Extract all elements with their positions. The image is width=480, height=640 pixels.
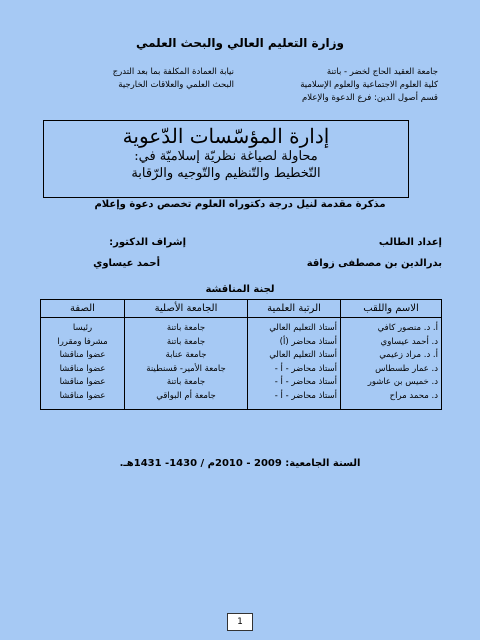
member-role: عضوا مناقشا [59, 377, 106, 387]
member-university: جامعة عنابة [165, 350, 207, 360]
member-name: د. عمار طسطاس [375, 363, 438, 374]
deanery-line-2: البحث العلمي والعلاقات الخارجية [118, 80, 234, 90]
member-name: أ. د. منصور كافي [377, 323, 438, 333]
member-role: مشرفا ومقررا [57, 336, 108, 347]
universities-column [125, 318, 248, 410]
ranks-column [248, 318, 341, 410]
header-name: الاسم واللقب [341, 300, 442, 318]
member-role: عضوا مناقشا [59, 350, 106, 360]
supervisor-name: أحمد عيساوي [93, 258, 160, 269]
header-rank: الرتبة العلمية [248, 300, 341, 318]
committee-header-row [41, 300, 442, 318]
member-name: أ. د. مراد زعيمي [379, 350, 438, 360]
university-header [228, 66, 438, 105]
member-role: عضوا مناقشا [59, 390, 106, 401]
member-name: د. أحمد عيساوي [380, 336, 438, 347]
academic-year: السنة الجامعية: 2009 - 2010م / 1430- 1431هـ. [119, 458, 361, 469]
member-rank: أستاذ التعليم العالي [269, 323, 337, 333]
university-name: جامعة العقيد الحاج لخضر - باتنة [326, 67, 438, 77]
page-number: 1 [227, 613, 253, 631]
thesis-title: إدارة المؤسّسات الدّعوية [122, 124, 330, 148]
member-university: جامعة باتنة [166, 377, 206, 387]
roles-column [41, 318, 125, 410]
member-university: جامعة باتنة [166, 336, 206, 347]
member-rank: أستاذ التعليم العالي [269, 350, 337, 360]
thesis-subtitle-2: التّخطيط والتّنظيم والتّوجيه والرّقابة [131, 166, 321, 181]
member-name: د. محمد مراح [389, 390, 438, 401]
member-university: جامعة الأمير- قسنطينة [146, 363, 226, 374]
names-column [341, 318, 442, 410]
department-name: قسم أصول الدين: فرع الدعوة والإعلام [302, 93, 438, 103]
committee-table [40, 299, 442, 410]
thesis-title-box [43, 120, 409, 198]
committee-title: لجنة المناقشة [205, 284, 275, 295]
thesis-statement: مذكرة مقدمة لنيل درجة دكتوراه العلوم تخصص دعوة وإعلام [94, 199, 386, 210]
member-role: رئيسا [72, 323, 93, 333]
member-rank: أستاذ محاضر (أ) [279, 336, 337, 347]
prepared-by-label: إعداد الطالب [378, 237, 442, 248]
deanery-header [44, 66, 234, 92]
thesis-subtitle-1: محاولة لصياغة نظريّة إسلاميّة في: [134, 149, 318, 164]
deanery-line-1: نيابة العمادة المكلفة بما بعد التدرج [112, 67, 234, 77]
header-university: الجامعة الأصلية [125, 300, 248, 318]
committee-body-row [41, 318, 442, 410]
member-university: جامعة باتنة [166, 323, 206, 333]
member-university: جامعة أم البواقي [156, 390, 216, 401]
supervisor-label: إشراف الدكتور: [109, 237, 186, 248]
student-name: بدرالدين بن مصطفى زواقة [306, 258, 442, 269]
member-rank: أستاذ محاضر - أ - [274, 377, 337, 387]
member-name: د. خميس بن عاشور [367, 377, 438, 387]
member-role: عضوا مناقشا [59, 363, 106, 374]
member-rank: أستاذ محاضر - أ - [274, 363, 337, 374]
member-rank: أستاذ محاضر - أ - [274, 390, 337, 401]
header-role: الصفة [41, 300, 125, 318]
faculty-name: كلية العلوم الاجتماعية والعلوم الإسلامية [300, 80, 438, 90]
ministry-title: وزارة التعليم العالي والبحث العلمي [135, 36, 345, 50]
